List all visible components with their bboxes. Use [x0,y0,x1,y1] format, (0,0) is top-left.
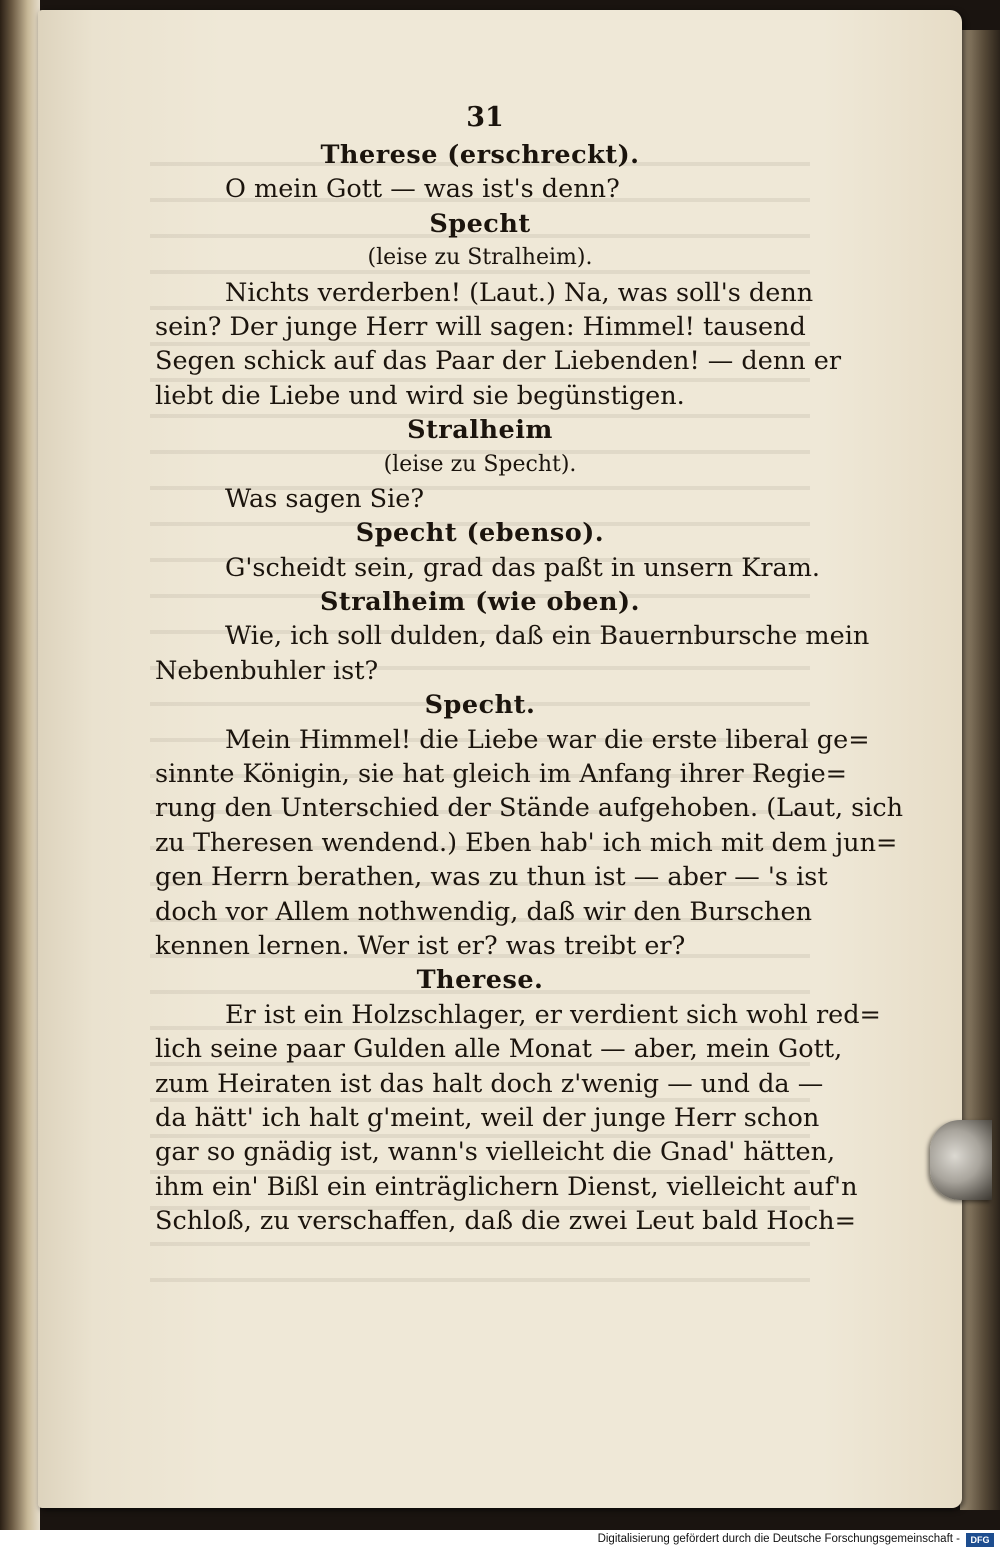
dialogue-line: zum Heiraten ist das halt doch z'wenig — und da — [155,1068,824,1099]
speaker-heading: Therese. [416,965,544,996]
digitization-credit: Digitalisierung gefördert durch die Deutsche Forschungsgemeinschaft - [597,1533,960,1545]
dfg-logo: DFG [966,1533,994,1547]
speaker-heading: Stralheim [407,415,553,446]
stage-direction: (leise zu Stralheim). [367,245,593,271]
dialogue-line: gar so gnädig ist, wann's vielleicht die Gnad' hätten, [155,1137,836,1168]
footer-bar [0,1530,1000,1550]
page-text [155,98,904,1239]
dialogue-line: G'scheidt sein, grad das paßt in unsern Kram. [225,552,820,583]
dialogue-line: rung den Unterschied der Stände aufgehoben. (Laut, sich [155,793,904,824]
speaker-heading: Therese (erschreckt). [320,140,640,170]
speaker-heading: Specht. [424,690,536,721]
dialogue-line: Schloß, zu verschaffen, daß die zwei Leut bald Hoch= [155,1206,856,1237]
page-number: 31 [466,102,504,133]
book-gutter [0,0,40,1530]
stage-direction: (leise zu Specht). [383,451,577,477]
speaker-heading: Stralheim (wie oben). [320,587,640,618]
page-clip [930,1120,992,1200]
dialogue-line: gen Herrn berathen, was zu thun ist — aber — 's ist [155,862,828,893]
book-edge [960,30,1000,1510]
dialogue-line: Nichts verderben! (Laut.) Na, was soll's denn [225,277,814,308]
dialogue-line: O mein Gott — was ist's denn? [225,174,620,205]
dialogue-line: sein? Der junge Herr will sagen: Himmel! tausend [155,311,806,342]
dialogue-line: da hätt' ich halt g'meint, weil der junge Herr schon [155,1102,820,1133]
dialogue-line: Nebenbuhler ist? [155,655,379,686]
dialogue-line: Wie, ich soll dulden, daß ein Bauernbursche mein [225,621,870,652]
speaker-heading: Specht [429,208,531,239]
dialogue-line: doch vor Allem nothwendig, daß wir den Burschen [155,896,812,927]
dialogue-line: Mein Himmel! die Liebe war die erste liberal ge= [225,724,870,755]
dialogue-line: lich seine paar Gulden alle Monat — aber, mein Gott, [155,1034,843,1065]
dialogue-line: sinnte Königin, sie hat gleich im Anfang ihrer Regie= [155,759,848,790]
text-lines [155,138,904,1239]
dialogue-line: Er ist ein Holzschlager, er verdient sich wohl red= [225,999,881,1030]
dialogue-line: kennen lernen. Wer ist er? was treibt er? [155,930,686,961]
dialogue-line: Segen schick auf das Paar der Liebenden! — denn er [155,346,842,377]
dialogue-line: zu Theresen wendend.) Eben hab' ich mich mit dem jun= [155,827,898,858]
dialogue-line: liebt die Liebe und wird sie begünstigen. [155,380,685,411]
dialogue-line: ihm ein' Bißl ein einträglichern Dienst, vielleicht auf'n [155,1171,858,1202]
speaker-heading: Specht (ebenso). [355,518,605,549]
dialogue-line: Was sagen Sie? [225,483,425,514]
